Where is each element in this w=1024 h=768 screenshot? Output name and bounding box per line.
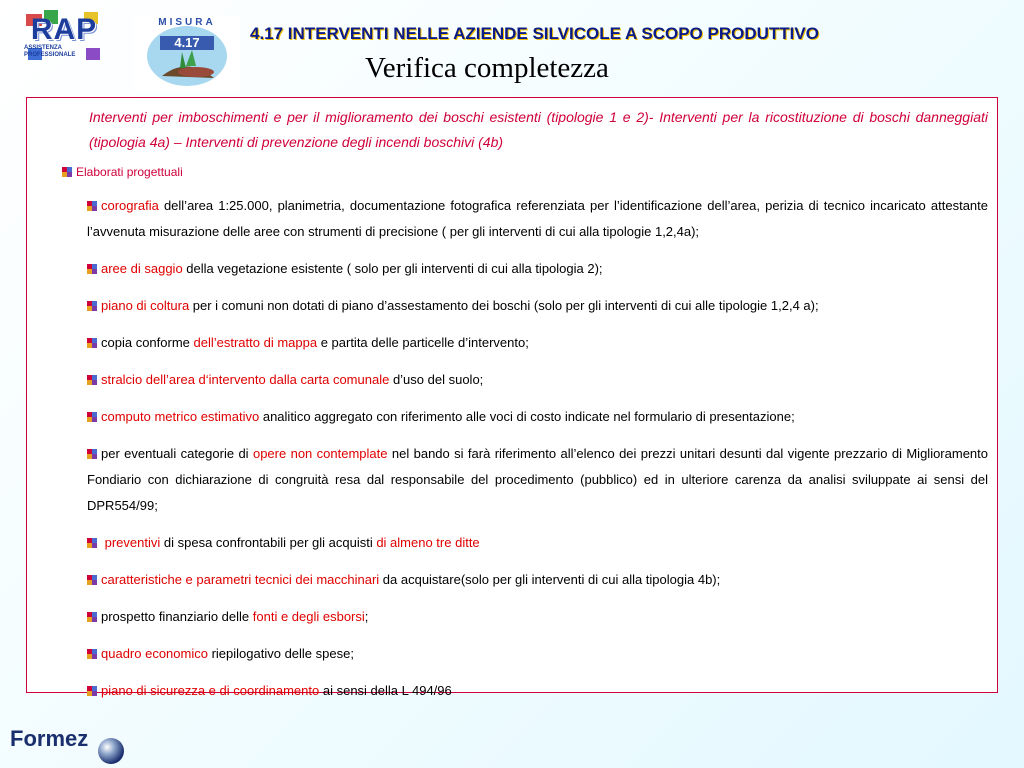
bullet-icon <box>87 612 97 622</box>
document-list <box>26 193 998 704</box>
formez-logo <box>10 722 130 766</box>
item-text: di spesa confrontabili per gli acquisti <box>160 535 377 550</box>
bullet-icon <box>87 649 97 659</box>
formez-logo-text: Formez <box>10 726 89 751</box>
bullet-icon <box>87 201 97 211</box>
item-highlight: preventivi <box>104 535 161 550</box>
bullet-icon <box>87 375 97 385</box>
item-highlight: di almeno tre ditte <box>376 535 480 550</box>
misura-logo <box>134 16 240 92</box>
list-item <box>87 367 988 393</box>
item-highlight: fonti e degli esborsi <box>252 609 365 624</box>
item-text: e partita delle particelle d’intervento; <box>317 335 529 350</box>
list-item <box>87 678 988 704</box>
item-pre: copia conforme <box>101 335 194 350</box>
item-text: per i comuni non dotati di piano d’assestamento dei boschi (solo per gli interventi di cui alle tipologie 1,2,4 a); <box>189 298 819 313</box>
list-item <box>87 404 988 430</box>
list-item <box>87 641 988 667</box>
misura-logo-text: MISURA <box>158 17 216 28</box>
item-highlight: piano di sicurezza e di coordinamento <box>101 683 320 698</box>
list-item <box>87 256 988 282</box>
bullet-icon <box>87 301 97 311</box>
item-text: da acquistare(solo per gli interventi di cui alla tipologia 4b); <box>379 572 721 587</box>
header-title: 4.17 INTERVENTI NELLE AZIENDE SILVICOLE A SCOPO PRODUTTIVO <box>250 24 819 43</box>
page-title: Verifica completezza <box>365 52 609 84</box>
list-item <box>87 293 988 319</box>
globe-icon <box>96 736 126 766</box>
item-highlight: stralcio dell’area d‘intervento dalla carta comunale <box>101 372 390 387</box>
section-heading <box>62 163 998 181</box>
item-text: riepilogativo delle spese; <box>207 646 354 661</box>
item-pre: prospetto finanziario delle <box>101 609 253 624</box>
bullet-icon <box>87 538 97 548</box>
item-highlight: computo metrico estimativo <box>101 409 260 424</box>
bullet-icon <box>87 264 97 274</box>
content-body <box>26 105 998 704</box>
bullet-icon <box>62 167 72 177</box>
rap-logo <box>24 8 104 66</box>
item-text: dell’area 1:25.000, planimetria, documentazione fotografica referenziata per l’identificazione dell’area, perizia di tecnico incaricato attestante l’avvenuta misurazione delle aree con strumenti di precisione ( per gli interventi di cui alla tipologie 1,2,4a); <box>87 198 988 239</box>
item-highlight: quadro economico <box>101 646 208 661</box>
item-text: ai sensi della L 494/96 <box>319 683 452 698</box>
item-highlight: aree di saggio <box>101 261 183 276</box>
list-item <box>87 567 988 593</box>
list-item <box>87 193 988 245</box>
item-highlight: piano di coltura <box>101 298 190 313</box>
item-highlight: opere non contemplate <box>252 446 388 461</box>
item-highlight: dell’estratto di mappa <box>193 335 318 350</box>
bullet-icon <box>87 449 97 459</box>
bullet-icon <box>87 338 97 348</box>
item-text: ; <box>364 609 369 624</box>
rap-logo-text: RAP <box>30 13 98 46</box>
item-text: della vegetazione esistente ( solo per gli interventi di cui alla tipologia 2); <box>182 261 603 276</box>
list-item <box>87 330 988 356</box>
intro-text: Interventi per imboschimenti e per il miglioramento dei boschi esistenti (tipologie 1 e 2)- Interventi per la ricostituzione di boschi danneggiati (tipologia 4a) – Interventi di prevenzione degli incendi boschivi (4b) <box>89 109 988 150</box>
bullet-icon <box>87 575 97 585</box>
item-highlight: caratteristiche e parametri tecnici dei macchinari <box>101 572 380 587</box>
list-item <box>87 604 988 630</box>
list-item <box>87 441 988 519</box>
list-item <box>87 530 988 556</box>
section-title: Elaborati progettuali <box>76 165 183 179</box>
rap-logo-subtext: ASSISTENZA PROFESSIONALE <box>24 45 76 58</box>
item-text: nel bando si farà riferimento all’elenco dei prezzi unitari desunti dal vigente prezzario di Miglioramento Fondiario con dichiarazione di congruità resa dal responsabile del procedimento (pubblico) ed in ulteriore carenza da analisi sviluppate ai sensi del DPR554/99; <box>87 446 988 513</box>
bullet-icon <box>87 686 97 696</box>
item-text: analitico aggregato con riferimento alle voci di costo indicate nel formulario di presentazione; <box>259 409 795 424</box>
item-text: d’uso del suolo; <box>389 372 484 387</box>
bullet-icon <box>87 412 97 422</box>
misura-number: 4.17 <box>174 35 200 50</box>
item-pre: per eventuali categorie di <box>101 446 253 461</box>
item-highlight: corografia <box>101 198 159 213</box>
